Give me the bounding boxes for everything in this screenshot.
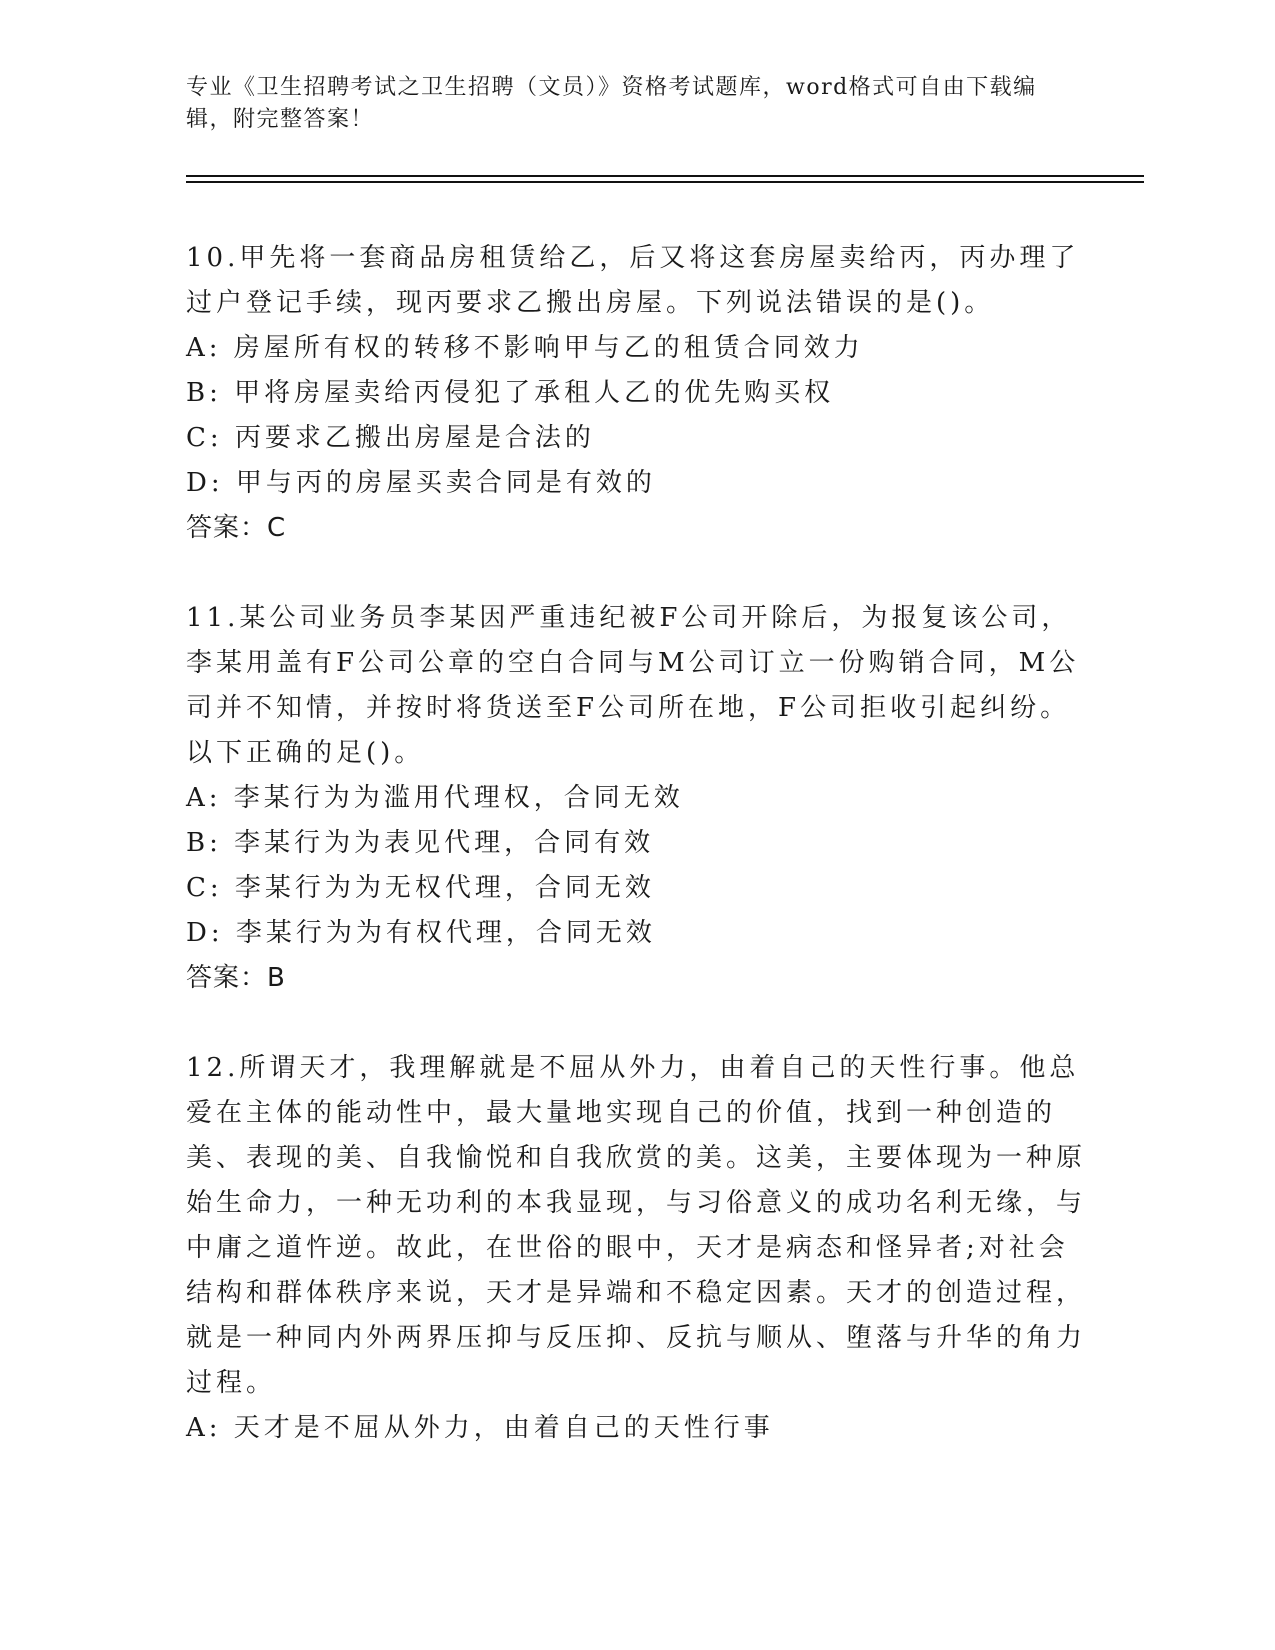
answer-line: 答案：B bbox=[186, 963, 286, 993]
question-12 bbox=[186, 1046, 1086, 1451]
option-d: D: 李某行为为有权代理，合同无效 bbox=[186, 918, 656, 948]
option-a: A: 天才是不屈从外力，由着自己的天性行事 bbox=[186, 1413, 774, 1443]
option-b: B: 甲将房屋卖给丙侵犯了承租人乙的优先购买权 bbox=[186, 378, 835, 408]
question-11 bbox=[186, 596, 1086, 1001]
header-rule-top bbox=[186, 175, 1144, 177]
document-header: 专业《卫生招聘考试之卫生招聘（文员）》资格考试题库，word格式可自由下载编辑，附完整答案！ bbox=[186, 75, 1037, 132]
option-a: A: 李某行为为滥用代理权，合同无效 bbox=[186, 783, 684, 813]
option-b: B: 李某行为为表见代理，合同有效 bbox=[186, 828, 655, 858]
header-rule-bottom bbox=[186, 181, 1144, 183]
option-c: C: 李某行为为无权代理，合同无效 bbox=[186, 873, 655, 903]
answer-line: 答案：C bbox=[186, 513, 287, 543]
option-a: A: 房屋所有权的转移不影响甲与乙的租赁合同效力 bbox=[186, 333, 864, 363]
option-c: C: 丙要求乙搬出房屋是合法的 bbox=[186, 423, 595, 453]
question-stem: 10.甲先将一套商品房租赁给乙，后又将这套房屋卖给丙，丙办理了过户登记手续，现丙要求乙搬出房屋。下列说法错误的是()。 bbox=[186, 243, 1080, 318]
question-list bbox=[186, 236, 1086, 1451]
question-10 bbox=[186, 236, 1086, 551]
question-stem: 12.所谓天才，我理解就是不屈从外力，由着自己的天性行事。他总爱在主体的能动性中，最大量地实现自己的价值，找到一种创造的美、表现的美、自我愉悦和自我欣赏的美。这美，主要体现为一种原始生命力，一种无功利的本我显现，与习俗意义的成功名利无缘，与中庸之道忤逆。故此，在世俗的眼中，天才是病态和怪异者;对社会结构和群体秩序来说，天才是异端和不稳定因素。天才的创造过程，就是一种同内外两界压抑与反压抑、反抗与顺从、堕落与升华的角力过程。 bbox=[186, 1053, 1087, 1398]
question-stem: 11.某公司业务员李某因严重违纪被F公司开除后，为报复该公司，李某用盖有F公司公章的空白合同与M公司订立一份购销合同，M公司并不知情，并按时将货送至F公司所在地，F公司拒收引起纠纷。以下正确的足()。 bbox=[186, 603, 1080, 768]
option-d: D: 甲与丙的房屋买卖合同是有效的 bbox=[186, 468, 656, 498]
